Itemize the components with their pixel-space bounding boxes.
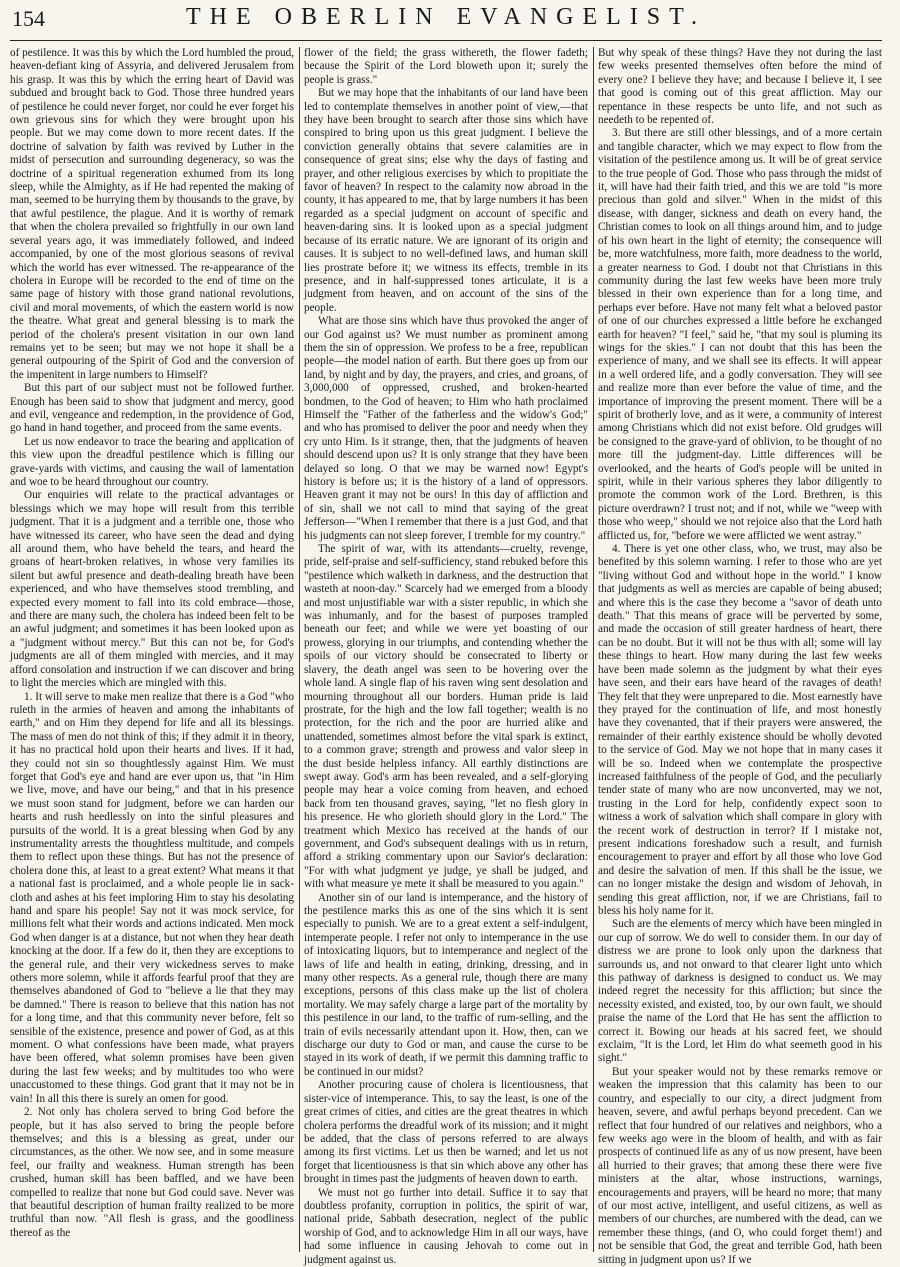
page-header (10, 4, 882, 41)
article-paragraph: But your speaker would not by these remarks remove or weaken the impression that this calamity has been to our country, and especially to our city, a direct judgment from heaven, severe, and awful perhaps beyond precedent. Can we reflect that four hundred of our relatives and neighbors, who a few weeks ago were in the bloom of health, and with as fair prospects of continued life as any of us now present, have been all hurried to their graves; that among these there were five ministers at the altar, whose instructions, warnings, encouragements and prayers, will be heard no more; that many of our most active, intelligent, and useful citizens, as well as members of our churches, are numbered with the dead, can we remember these things, (and O, who could forget them!) and not be sensible that God, the great and terrible God, hath been sitting in judgment upon us? If we (598, 1065, 882, 1266)
article-paragraph: But we may hope that the inhabitants of our land have been led to contemplate themselves in another point of view,—that they have been brought to search after those sins which have conspired to bring upon us this great judgment. I believe the conviction generally obtains that severe calamities are in consequence of great sins; else why the days of fasting and prayer, and other religious exercises by which to propitiate the favor of heaven? In respect to the calamity now abroad in the county, it has appeared to me, that by large numbers it has been regarded as a special judgment on account of specific and heaven-daring sins. It is looked upon as a special judgment because of its erratic nature. We are ignorant of its origin and causes. It is subject to no well-defined laws, and human skill lies prostrate before it; we witness its effects, tremble in its presence, and in half-suppressed tones articulate, it is a judgment from heaven, and on account of the sins of the people. (304, 87, 588, 314)
running-title: THE OBERLIN EVANGELIST. (185, 4, 707, 30)
article-paragraph: 2. Not only has cholera served to bring God before the people, but it has also served to bring the people before themselves; and this is a blessing as great, under our circumstances, as the other. We now see, and in some measure feel, our frailty and weakness. Human strength has been crushed, human skill has been baffled, and we have been compelled to realize that none but God could save. Never was that beautiful description of human frailty realized to be more truthful than now. "All flesh is grass, and the goodliness thereof as the (10, 1106, 294, 1239)
article-paragraph: Another sin of our land is intemperance, and the history of the pestilence marks this as one of the sins which it is sent especially to punish. We are to a great extent a self-indulgent, intemperate people. I refer not only to intemperance in the use of intoxicating liquors, but to intemperance and neglect of the laws of life and health in eating, drinking, dressing, and in many other respects. As a general rule, though there are many exceptions, persons of this class make up the list of cholera mortality. We may safely charge a large part of the mortality by this pestilence in our land, to the traffic of rum-selling, and the train of evils necessarily attendant upon it. How, then, can we discharge our duty to God or man, and cause the curse to be stayed in its work of death, if we permit this damning traffic to be continued in our midst? (304, 891, 588, 1078)
article-paragraph: We must not go further into detail. Suffice it to say that doubtless profanity, corruption in politics, the spirit of war, national pride, Sabbath desecration, neglect of the public worship of God, and to acknowledge Him in all our ways, have had some influence in causing Jehovah to come out in judgment against us. (304, 1186, 588, 1266)
article-paragraph: 4. There is yet one other class, who, we trust, may also be benefited by this solemn warning. I refer to those who are yet "living without God and without hope in the world." I know that judgments as well as mercies are capable of being abused; and where this is the case they become a "savor of death unto death." That this means of grace will be perverted by some, and made the occasion of still greater hardness of heart, there can be no doubt. But it will not be thus with all; some will lay these things to heart. How many during the last few weeks have been made solemn as the judgment by what their eyes have seen, and their ears have heard of the ravages of death! They felt that they were unprepared to die. Most earnestly have they prayed for the continuation of life, and most honestly have they covenanted, that if their prayers were answered, the remainder of their earthly existence should be wholly devoted to the service of God. May we not hope that in many cases it will be so. Indeed when we contemplate the prospective increased faithfulness of the people of God, and the peculiarly tender state of many who are now unconverted, may we not, trusting in the Lord for help, confidently expect soon to witness a work of salvation which shall compare in glory with the recent work of destruction in terror? If I mistake not, present indications foreshadow such a result, and furnish encouragement to prayer and effort by all those who love God and desire the salvation of men. If this shall be the issue, we can no longer mistake the design and wisdom of Jehovah, in sending this great affliction, nor, if we are Christians, fail to bless his holy name for it. (598, 543, 882, 917)
article-paragraph: What are those sins which have thus provoked the anger of our God against us? We must number as prominent among them the sin of oppression. We profess to be a free, republican people—the model nation of earth. But there goes up from our land, by night and by day, the prayers, and cries, and groans, of 3,000,000 of oppressed, crushed, and broken-hearted bondmen, to the God of heaven; to Him who hath proclaimed Himself the "Father of the fatherless and the widow's God;" and who has promised to deliver the poor and needy when they cry unto Him. Is it strange, then, that the judgments of heaven should descend upon us? It is only strange that they have been delayed so long. O that we may be warned now! Egypt's history is before us; it is the history of a land of oppressors. Heaven grant it may not be ours! In this day of affliction and of sin, shall we not call to mind that saying of the great Jefferson—"When I remember that there is a just God, and that his judgments can not sleep forever, I tremble for my country." (304, 315, 588, 542)
column-1 (10, 47, 294, 1252)
article-paragraph: Let us now endeavor to trace the bearing and application of this view upon the dreadful pestilence which is filling our grave-yards with victims, and causing the wail of lamentation and woe to be heard throughout our country. (10, 435, 294, 488)
article-paragraph: 1. It will serve to make men realize that there is a God "who ruleth in the armies of heaven and among the inhabitants of earth," and on Him they depend for life and all its blessings. The mass of men do not think of this; if they admit it in theory, it has no practical hold upon their hearts and lives. If it had, they could not sin so thoughtlessly against Him. We must forget that God's eye and hand are ever upon us, that "in Him we live, move, and have our being," and that in his presence we must soon stand for judgment, before we can harden our hearts and rush heedlessly on into the sinful pleasures and pursuits of the world. It is a great blessing when God by any instrumentality arrests the thoughtless multitude, and compels them to reflect upon these things. But has not the presence of cholera done this, at least to a great extent? What means it that a national fast is proclaimed, and a whole people lie in sack-cloth and ashes at his feet imploring Him to stay his desolating hand and spare his people! Say not it was mock service, for millions felt what their words and actions indicated. Men mock God when danger is at a distance, but not when they hear death knocking at the door. If a few do it, then they are exceptions to the general rule, and their very wickedness serves to make others more solemn, while it affords fearful proof that they are themselves abandoned of God to "believe a lie that they may be damned." There is reason to believe that this nation has not for a long time, and that this community never before, felt so sensible of the existence, presence and power of God, as at this moment. O what confessions have been made, what prayers have been offered, what solemn promises have been given during the last few weeks; and by multitudes too who were unaccustomed to these things. God grant that it may not be in vain! In all this there is surely an omen for good. (10, 690, 294, 1105)
article-paragraph: But why speak of these things? Have they not during the last few weeks presented themselves often before the mind of every one? I believe they have; and because I believe it, I see that good is coming out of this great affliction. May our repentance in these respects be unto life, and not such as needeth to be repented of. (598, 47, 882, 127)
article-paragraph: Our enquiries will relate to the practical advantages or blessings which we may hope will result from this terrible judgment. That it is a judgment and a terrible one, those who have witnessed its career, who have seen the dead and dying all around them, who have beheld the tears, and heard the groans of heart-broken relatives, in whose very families its silent but awful presence and death-dealing breath have been experienced, and who have themselves stood trembling, and expected every moment to fall into its cold embrace—those, and there are many such, the cholera has indeed been felt to be an awful judgment; and sometimes it has been looked upon as a "judgment without mercy." But this can not be, for God's judgments are all of them mingled with mercies, and it may afford consolation and instruction if we can discover and bring to light the mercies which are mingled with this. (10, 489, 294, 690)
article-paragraph: The spirit of war, with its attendants—cruelty, revenge, pride, self-praise and self-sufficiency, stand rebuked before this "pestilence which walketh in darkness, and the destruction that wasteth at noon-day." Scarcely had we emerged from a bloody and most unjustifiable war with a sister republic, in which she was inhumanly, and for the basest of purposes trampled beneath our feet; and while we were yet boasting of our prowess, glorying in our triumphs, and contending whether the spoils of our victory should be consecrated to liberty or slavery, the death angel was seen to be hovering over the whole land. A single flap of his raven wing sent desolation and mourning throughout all our borders. Human pride is laid prostrate, for the high and the low fall together; wealth is no protection, for the rich and the poor are hurried alike and unattended, sometimes almost before the vital spark is extinct, to a common grave; strength and prowess and valor sleep in the dust beside helpless infancy. All earthly distinctions are swept away. God's arm has been revealed, and a self-glorying people may hear a voice coming from heaven, and echoed back from ten thousand graves, saying, "let no flesh glory in his presence. He who glorieth should glory in the Lord." The treatment which Mexico has received at the hands of our government, and God's subsequent dealings with us in return, afford a striking commentary upon our Savior's declaration: "For with what judgment ye judge, ye shall be judged, and with what measure ye mete it shall be measured to you again." (304, 543, 588, 891)
column-divider (299, 47, 300, 1252)
article-paragraph: of pestilence. It was this by which the Lord humbled the proud, heaven-defiant king of Assyria, and delivered Jerusalem from his grasp. It was this by which the erring heart of David was subdued and brought back to God. Those three hundred years of pestilence he could never forget, nor could he ever forget his own grievous sins for which they were brought upon his people. But we may come down to more recent dates. If the doctrine of salvation by faith was revived by Luther in the midst of persecution and surrounding degeneracy, so was the doctrine of a spiritual regeneration exhumed from its long sleep, while the Almighty, as if He had repented the making of man, seemed to be hurrying them by thousands to the grave, by that awful pestilence, the plague. And it is worthy of remark that when the cholera prevailed so frightfully in our own land several years ago, it was immediately followed, and indeed accompanied, by one of the most glorious seasons of revival which the world has ever witnessed. The re-appearance of the cholera in Europe will be recorded to the end of time on the same page of history with those grand national revolutions, civil and moral movements, of which the eastern world is now the theatre. What great and general blessing is to mark the period of the cholera's present visitation in our own land remains yet to be seen; but may we not hope it shall be a general outpouring of the Spirit of God and the conversion of the impenitent in large numbers to Himself? (10, 47, 294, 381)
article-paragraph: Another procuring cause of cholera is licentiousness, that sister-vice of intemperance. This, to say the least, is one of the great crimes of cities, and cities are the great theatres in which cholera performs the dreadful work of its mission; and it might be added, that the class of persons referred to are always among its first victims. Let us then be warned; and let us not forget that licentiousness is that sin which above any other has brought in times past the judgments of heaven down to earth. (304, 1079, 588, 1186)
column-2 (304, 47, 588, 1266)
column-divider (593, 47, 594, 1252)
column-3 (598, 47, 882, 1266)
article-columns (10, 47, 882, 1266)
article-paragraph: 3. But there are still other blessings, and of a more certain and tangible character, which we may expect to flow from the visitation of the pestilence among us. It will be of great service to the true people of God. Those who pass through the midst of it, will have had their faith tried, and this we are told "is more precious than gold and silver." When in the midst of this disease, with danger, sickness and death on every hand, the Christian comes to look on all things around him, and to judge of his own heart in the light of eternity; the consequence will be, more watchfulness, more faith, more deadness to the world, a greater nearness to God. I doubt not that Christians in this community during the last few weeks have been more truly blessed in their own experience than for a long time, and perhaps ever before. Have not many felt what a beloved pastor of one of our churches expressed a little before he exchanged earth for heaven? "I feel," said he, "that my soul is pluming its wings for the skies." I can not doubt that this has been the experience of many, and we shall see its effects. It will appear in a well ordered life, and a godly conversation. They will see and realize more than ever before the value of time, and the importance of improving the present moment. There will be a spirit of brotherly love, and as it were, a community of interest among Christians which did not exist before. Old grudges will be consigned to the grave-yard of oblivion, to be thought of no more till the judgment-day. Little differences will be overlooked, and the hearts of God's people will be united in spirit, while in their various spheres they labor diligently to promote the common work of the Lord. Brethren, is this picture overdrawn? I trust not; and if not, while we "weep with those who weep," should we not rejoice also that the Lord hath afflicted us, for, "before we were afflicted we went astray." (598, 127, 882, 542)
article-paragraph: But this part of our subject must not be followed further. Enough has been said to show that judgment and mercy, good and evil, vengeance and redemption, in the providence of God, go hand in hand together, and proceed from the same events. (10, 382, 294, 435)
article-paragraph: flower of the field; the grass withereth, the flower fadeth; because the Spirit of the Lord bloweth upon it; surely the people is grass." (304, 47, 588, 86)
page-number: 154 (12, 6, 45, 31)
article-paragraph: Such are the elements of mercy which have been mingled in our cup of sorrow. We do well to consider them. In our day of distress we are prone to look only upon the darkness that surrounds us, and not onward to that clearer light unto which this pathway of darkness is designed to conduct us. We may indeed regret the necessity for this affliction; but since the necessity existed, and existed, too, by our own fault, we should praise the name of the Lord that He has sent the affliction to correct it. Bowing our heads at his sacred feet, we should exclaim, "It is the Lord, let Him do what seemeth good in his sight." (598, 918, 882, 1065)
